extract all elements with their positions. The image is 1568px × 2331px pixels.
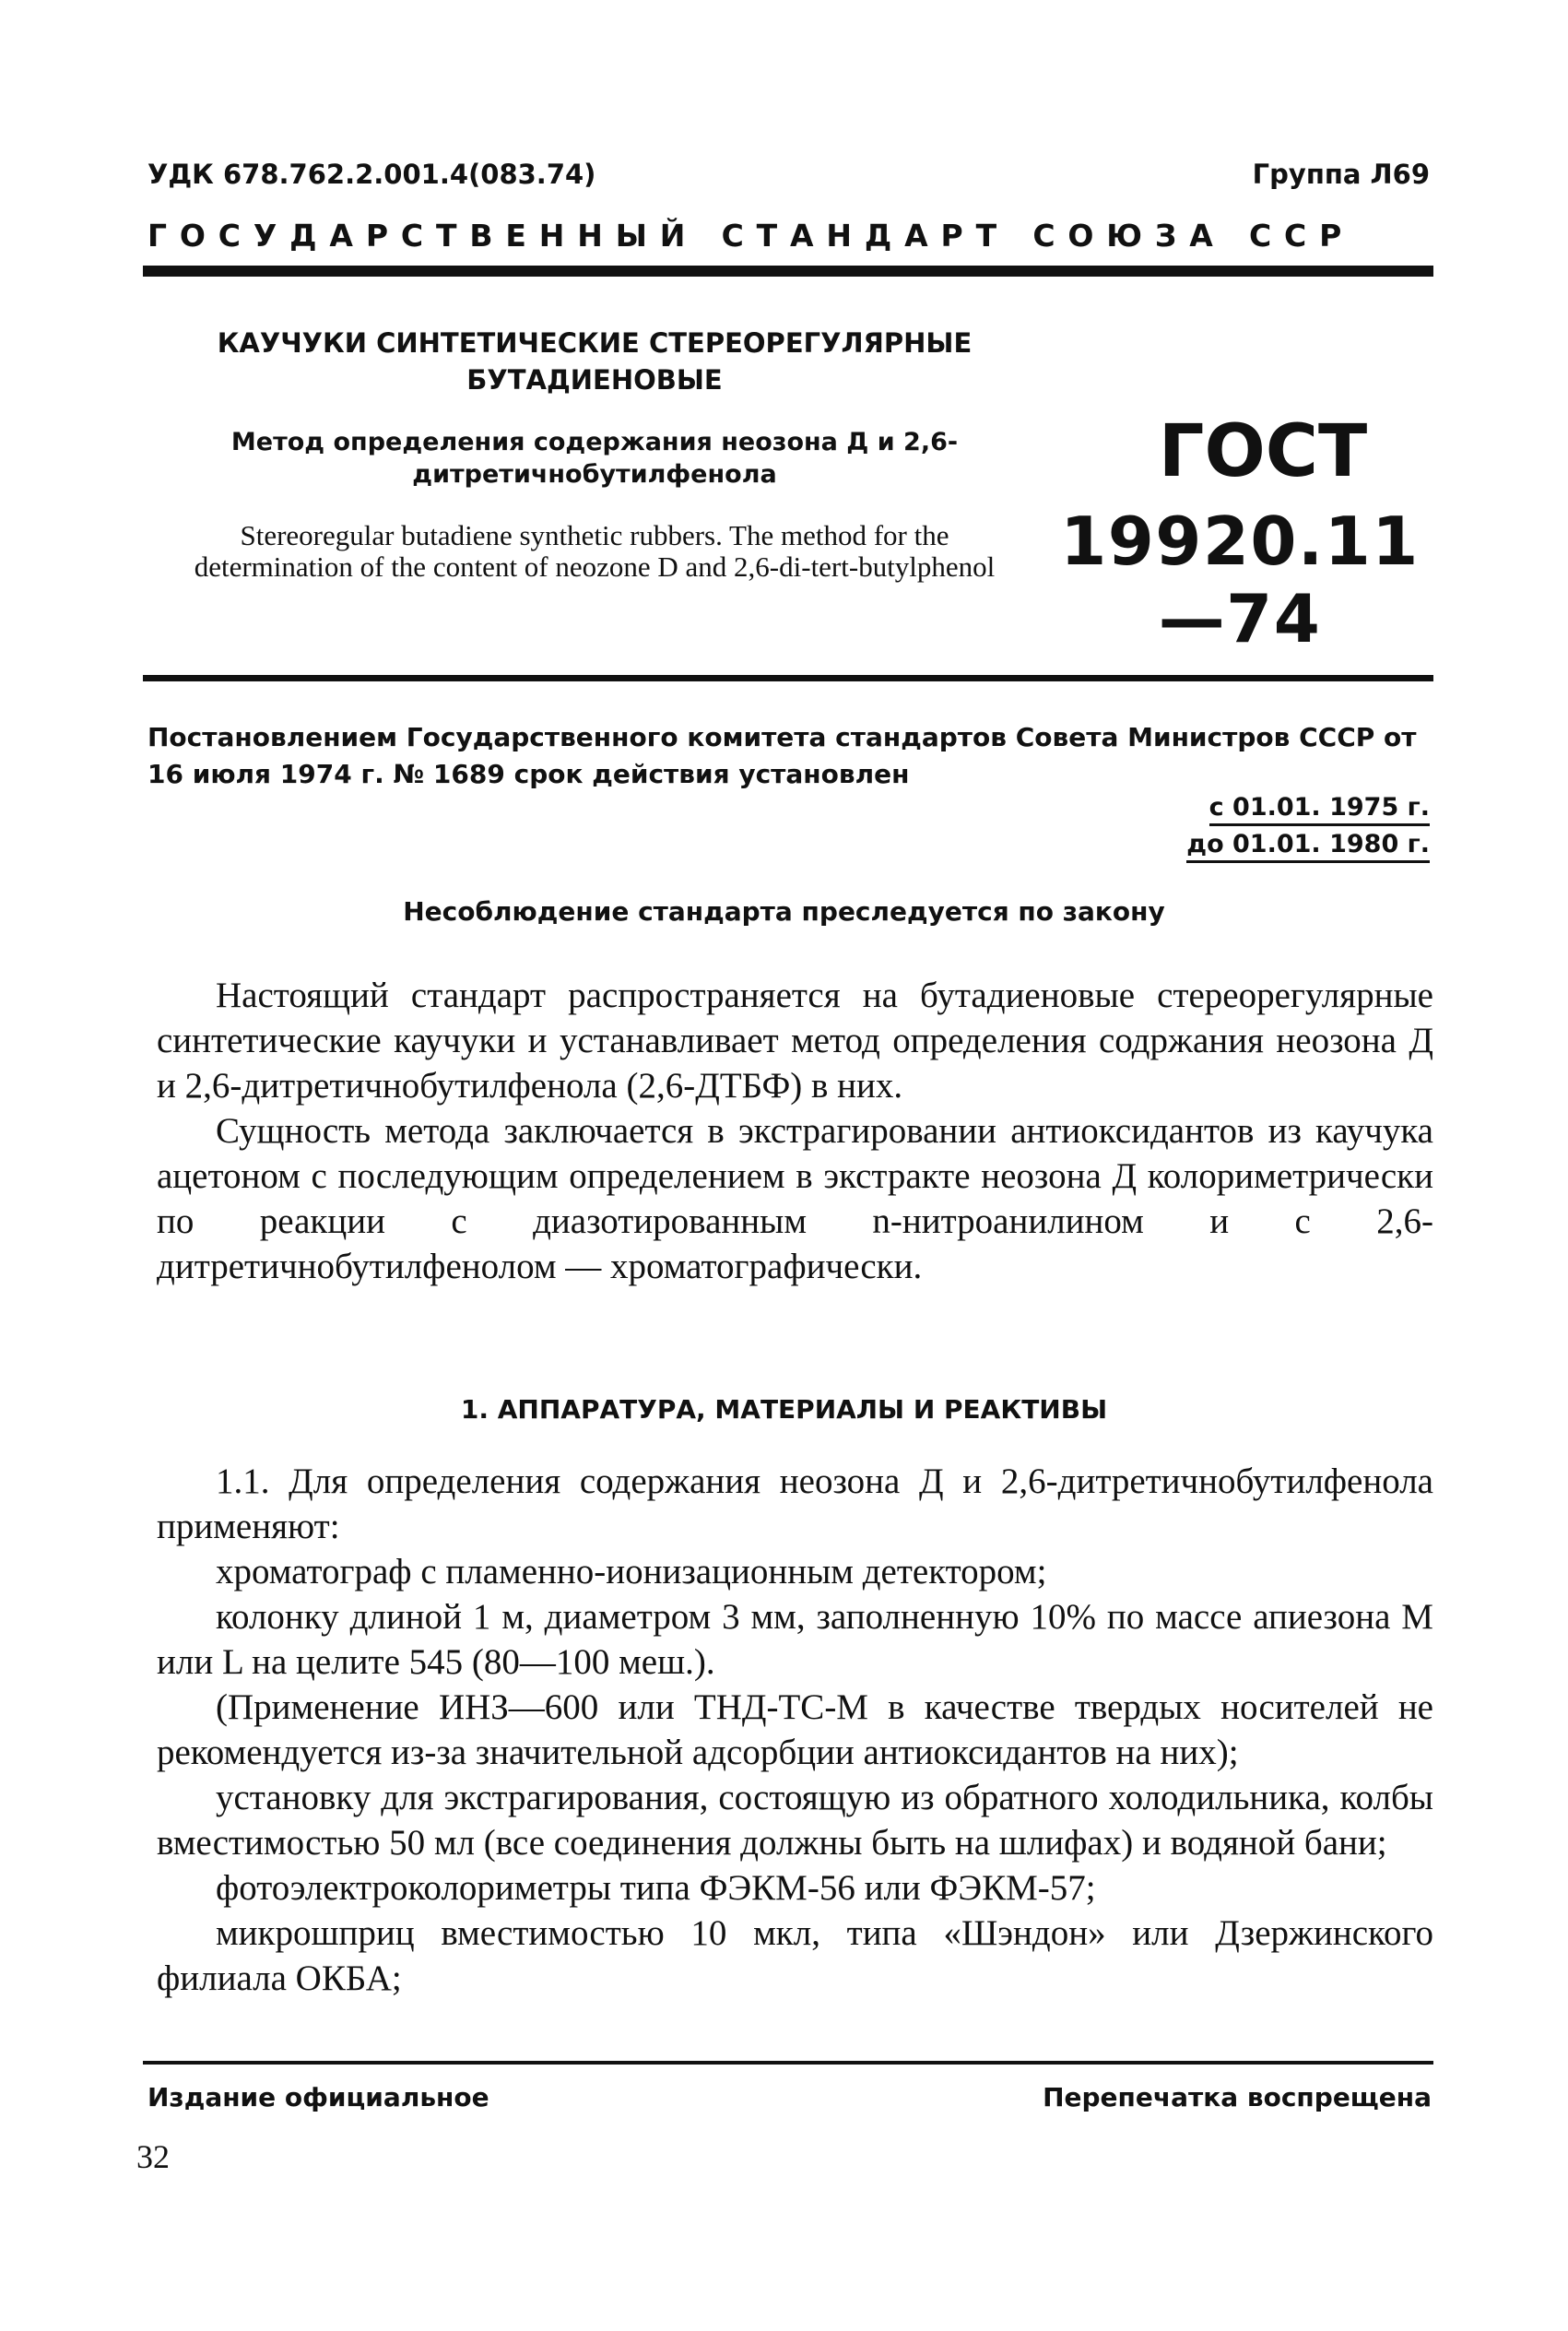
udc-code: УДК 678.762.2.001.4(083.74)	[147, 159, 596, 190]
decree-text: Постановлением Государственного комитета стандартов Совета Министров СССР от 16 июля 1974 г. № 1689 срок действия установлен	[147, 722, 1417, 789]
reprint-prohibited-label: Перепечатка воспрещена	[1043, 2082, 1432, 2112]
group-code: Группа Л69	[1252, 159, 1430, 190]
section-heading: 1. АППАРАТУРА, МАТЕРИАЛЫ И РЕАКТИВЫ	[460, 1394, 1108, 1425]
intro-text	[157, 973, 1433, 1289]
section-item: (Применение ИНЗ—600 или ТНД-ТС-М в качестве твердых носителей не рекомендуется из-за значительной адсорбции антиоксидантов на них);	[157, 1687, 1433, 1772]
section-item: фотоэлектроколориметры типа ФЭКМ-56 или ФЭКМ-57;	[216, 1868, 1096, 1908]
valid-from-date: с 01.01. 1975 г.	[1209, 793, 1430, 826]
intro-paragraph: Настоящий стандарт распространяется на бутадиеновые стереорегулярные синтетические каучуки и устанавливает метод определения содржания неозона Д и 2,6-дитретичнобутилфенола (2,6-ДТБФ) в них.	[157, 976, 1433, 1106]
section-item: хроматограф с пламенно-ионизационным детектором;	[216, 1552, 1047, 1591]
state-standard-heading: ГОСУДАРСТВЕННЫЙ СТАНДАРТ СОЮЗА ССР	[147, 218, 1355, 254]
page-number: 32	[136, 2138, 170, 2175]
gost-number: 19920.11—74	[1060, 503, 1420, 657]
section-item: установку для экстрагирования, состоящую из обратного холодильника, колбы вместимостью 50 мл (все соединения должны быть на шлифах) и водяной бани;	[157, 1778, 1433, 1863]
middle-rule	[143, 675, 1433, 681]
valid-to-date: до 01.01. 1980 г.	[1186, 830, 1430, 863]
title-ru: КАУЧУКИ СИНТЕТИЧЕСКИЕ СТЕРЕОРЕГУЛЯРНЫЕ БУТАДИЕНОВЫЕ	[217, 327, 973, 396]
title-block	[161, 325, 1028, 583]
footer-rule	[143, 2061, 1433, 2065]
intro-paragraph: Сущность метода заключается в экстрагировании антиоксидантов из каучука ацетоном с последующим определением в экстракте неозона Д колориметрически по реакции с диазотированным n-нитроанилином и с 2,6-дитретичнобутилфенолом — хроматографически.	[157, 1111, 1433, 1286]
section-item: колонку длиной 1 м, диаметром 3 мм, заполненную 10% по массе апиезона М или L на целите 545 (80—100 меш.).	[157, 1597, 1433, 1682]
subtitle-ru: Метод определения содержания неозона Д и 2,6-дитретичнобутилфенола	[230, 428, 959, 489]
non-compliance-notice: Несоблюдение стандарта преследуется по закону	[403, 896, 1165, 927]
section-item: микрошприц вместимостью 10 мкл, типа «Шэндон» или Дзержинского филиала ОКБА;	[157, 1913, 1433, 1998]
title-en: Stereoregular butadiene synthetic rubbers. The method for the determination of the content of neozone D and 2,6-di-tert-butylphenol	[194, 519, 996, 583]
gost-label: ГОСТ	[1158, 410, 1368, 493]
section-item: 1.1. Для определения содержания неозона Д и 2,6-дитретичнобутилфенола применяют:	[157, 1461, 1433, 1546]
official-edition-label: Издание официальное	[147, 2082, 489, 2112]
top-rule	[143, 266, 1433, 277]
section-items	[157, 1459, 1433, 2001]
